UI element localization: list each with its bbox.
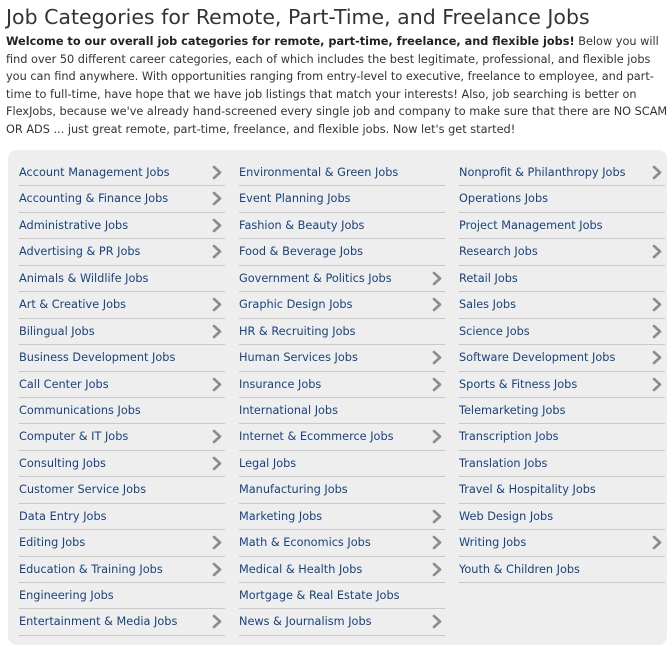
category-link[interactable]: Animals & Wildlife Jobs — [19, 271, 149, 285]
intro-bold-text: Welcome to our overall job categories for remote, part-time, freelance, and flexible jobs! — [6, 35, 575, 48]
category-item[interactable] — [19, 451, 225, 477]
category-item[interactable] — [239, 319, 445, 345]
chevron-right-icon[interactable] — [211, 165, 223, 180]
chevron-right-icon[interactable] — [211, 535, 223, 550]
category-item[interactable] — [239, 557, 445, 583]
category-item[interactable] — [459, 530, 665, 556]
category-item[interactable] — [19, 609, 225, 635]
category-link[interactable]: Translation Jobs — [459, 456, 548, 470]
category-item[interactable] — [19, 372, 225, 398]
category-link[interactable]: Science Jobs — [459, 324, 530, 338]
category-item[interactable] — [239, 266, 445, 292]
category-link[interactable]: Data Entry Jobs — [19, 509, 107, 523]
chevron-right-icon[interactable] — [211, 191, 223, 206]
category-link[interactable]: Web Design Jobs — [459, 509, 554, 523]
page-title: Job Categories for Remote, Part-Time, and Freelance Jobs — [6, 5, 590, 29]
category-link[interactable]: Travel & Hospitality Jobs — [459, 483, 596, 497]
category-link[interactable]: Computer & IT Jobs — [19, 430, 129, 444]
category-link[interactable]: Customer Service Jobs — [19, 483, 147, 497]
category-link[interactable]: News & Journalism Jobs — [239, 615, 372, 629]
category-item[interactable] — [239, 609, 445, 635]
category-link[interactable]: Retail Jobs — [459, 271, 518, 285]
category-link[interactable]: Internet & Ecommerce Jobs — [239, 430, 394, 444]
category-link[interactable]: Engineering Jobs — [19, 589, 114, 602]
category-item[interactable] — [239, 239, 445, 265]
category-link[interactable]: Fashion & Beauty Jobs — [239, 218, 365, 232]
category-item[interactable] — [239, 530, 445, 556]
category-link[interactable]: Communications Jobs — [19, 403, 141, 417]
category-item[interactable] — [239, 160, 445, 186]
category-link[interactable]: International Jobs — [239, 403, 338, 417]
category-link[interactable]: Art & Creative Jobs — [19, 298, 127, 312]
category-item[interactable] — [459, 292, 665, 318]
category-item[interactable] — [19, 424, 225, 450]
category-item[interactable] — [19, 160, 225, 186]
chevron-right-icon[interactable] — [211, 562, 223, 577]
category-item[interactable] — [459, 345, 665, 371]
chevron-right-icon[interactable] — [431, 297, 443, 312]
chevron-right-icon[interactable] — [431, 562, 443, 577]
category-item[interactable] — [19, 583, 225, 609]
category-link[interactable]: Transcription Jobs — [459, 430, 559, 444]
category-item[interactable] — [459, 557, 665, 583]
category-link[interactable]: Operations Jobs — [459, 192, 548, 206]
category-item[interactable] — [459, 160, 665, 186]
category-link[interactable]: Marketing Jobs — [239, 509, 323, 523]
category-item[interactable] — [19, 398, 225, 424]
chevron-right-icon[interactable] — [431, 509, 443, 524]
category-link[interactable]: Medical & Health Jobs — [239, 562, 363, 576]
category-item[interactable] — [19, 239, 225, 265]
chevron-right-icon[interactable] — [431, 350, 443, 365]
chevron-right-icon[interactable] — [211, 297, 223, 312]
category-link[interactable]: Editing Jobs — [19, 536, 86, 550]
category-link[interactable]: Education & Training Jobs — [19, 562, 163, 576]
category-link[interactable]: Graphic Design Jobs — [239, 298, 353, 312]
category-item[interactable] — [239, 345, 445, 371]
chevron-right-icon[interactable] — [651, 297, 663, 312]
category-item[interactable] — [19, 266, 225, 292]
category-link[interactable]: Youth & Children Jobs — [459, 562, 580, 576]
chevron-right-icon[interactable] — [651, 165, 663, 180]
chevron-right-icon[interactable] — [651, 350, 663, 365]
category-item[interactable] — [19, 557, 225, 583]
chevron-right-icon[interactable] — [431, 535, 443, 550]
category-item[interactable] — [239, 213, 445, 239]
category-item[interactable] — [239, 504, 445, 530]
category-link[interactable]: Accounting & Finance Jobs — [19, 192, 169, 206]
category-item[interactable] — [459, 239, 665, 265]
chevron-right-icon[interactable] — [211, 429, 223, 444]
category-link[interactable]: Account Management Jobs — [19, 166, 170, 179]
category-item[interactable] — [239, 451, 445, 477]
category-item[interactable] — [459, 266, 665, 292]
category-link[interactable]: Advertising & PR Jobs — [19, 245, 141, 259]
chevron-right-icon[interactable] — [431, 271, 443, 286]
category-item[interactable] — [459, 213, 665, 239]
category-item[interactable] — [239, 583, 445, 609]
category-link[interactable]: Call Center Jobs — [19, 377, 109, 391]
category-link[interactable]: Manufacturing Jobs — [239, 483, 348, 497]
category-item[interactable] — [239, 372, 445, 398]
category-link[interactable]: Government & Politics Jobs — [239, 271, 392, 285]
category-link[interactable]: Math & Economics Jobs — [239, 536, 371, 550]
category-column-1 — [19, 160, 225, 636]
category-item[interactable] — [19, 292, 225, 318]
category-link[interactable]: Mortgage & Real Estate Jobs — [239, 589, 400, 602]
chevron-right-icon[interactable] — [211, 456, 223, 471]
category-item[interactable] — [239, 186, 445, 212]
intro-text: Below you will find over 50 different career categories, each of which includes the best legitimate, professional, and flexible jobs you can find anywhere. With opportunities ranging from entry-level to executive, freelance to employee, and part-time to full-time, have hope that we have job listings that match your interests! Also, job searching is better on FlexJobs, because we've already hand-screened every single job and company to make sure that there are NO SCAM OR ADS ... just great remote, part-time, freelance, and flexible jobs. Now let's get started! — [6, 35, 668, 136]
category-link[interactable]: Project Management Jobs — [459, 218, 603, 232]
category-link[interactable]: Legal Jobs — [239, 456, 297, 470]
category-item[interactable] — [19, 504, 225, 530]
category-link[interactable]: Event Planning Jobs — [239, 192, 351, 206]
category-link[interactable]: Telemarketing Jobs — [459, 403, 566, 417]
categories-panel — [8, 150, 667, 645]
chevron-right-icon[interactable] — [211, 218, 223, 233]
category-item[interactable] — [239, 292, 445, 318]
chevron-right-icon[interactable] — [651, 535, 663, 550]
category-item[interactable] — [459, 424, 665, 450]
chevron-right-icon[interactable] — [431, 429, 443, 444]
category-item[interactable] — [19, 319, 225, 345]
category-link[interactable]: Human Services Jobs — [239, 351, 358, 365]
category-item[interactable] — [239, 424, 445, 450]
category-item[interactable] — [459, 451, 665, 477]
category-link[interactable]: Sales Jobs — [459, 298, 516, 312]
category-link[interactable]: Sports & Fitness Jobs — [459, 377, 578, 391]
category-item[interactable] — [19, 213, 225, 239]
category-item[interactable] — [459, 477, 665, 503]
category-link[interactable]: Administrative Jobs — [19, 218, 129, 232]
chevron-right-icon[interactable] — [431, 614, 443, 629]
category-link[interactable]: Writing Jobs — [459, 536, 527, 550]
chevron-right-icon[interactable] — [651, 324, 663, 339]
category-link[interactable]: Nonprofit & Philanthropy Jobs — [459, 166, 626, 179]
category-link[interactable]: Environmental & Green Jobs — [239, 166, 399, 179]
category-item[interactable] — [459, 319, 665, 345]
category-item[interactable] — [459, 186, 665, 212]
category-item[interactable] — [459, 398, 665, 424]
category-item[interactable] — [239, 477, 445, 503]
category-item[interactable] — [459, 504, 665, 530]
chevron-right-icon[interactable] — [211, 244, 223, 259]
intro-paragraph — [6, 33, 668, 139]
category-column-2 — [239, 160, 445, 636]
category-column-3 — [459, 160, 665, 583]
chevron-right-icon[interactable] — [211, 324, 223, 339]
chevron-right-icon[interactable] — [211, 377, 223, 392]
category-link[interactable]: Food & Beverage Jobs — [239, 245, 363, 259]
category-item[interactable] — [19, 477, 225, 503]
chevron-right-icon[interactable] — [651, 244, 663, 259]
category-link[interactable]: Business Development Jobs — [19, 351, 176, 365]
category-item[interactable] — [19, 186, 225, 212]
category-link[interactable]: Bilingual Jobs — [19, 324, 95, 338]
category-item[interactable] — [239, 398, 445, 424]
category-link[interactable]: Research Jobs — [459, 245, 538, 259]
chevron-right-icon[interactable] — [431, 377, 443, 392]
category-link[interactable]: Consulting Jobs — [19, 456, 106, 470]
category-link[interactable]: Entertainment & Media Jobs — [19, 615, 178, 629]
chevron-right-icon[interactable] — [651, 377, 663, 392]
category-link[interactable]: HR & Recruiting Jobs — [239, 324, 356, 338]
category-link[interactable]: Software Development Jobs — [459, 351, 616, 365]
category-item[interactable] — [19, 345, 225, 371]
category-item[interactable] — [459, 372, 665, 398]
category-item[interactable] — [19, 530, 225, 556]
chevron-right-icon[interactable] — [211, 614, 223, 629]
category-link[interactable]: Insurance Jobs — [239, 377, 322, 391]
